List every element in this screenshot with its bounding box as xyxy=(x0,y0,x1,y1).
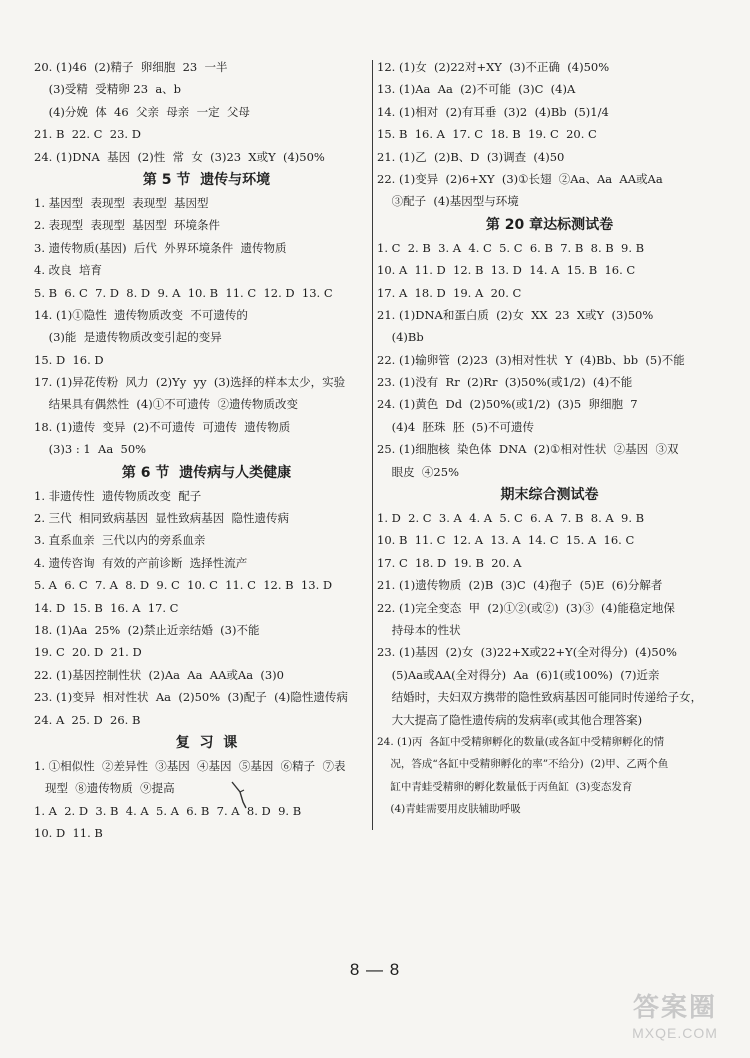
answer-line: 19. C 20. D 21. D xyxy=(34,645,142,660)
answer-line: 17. C 18. D 19. B 20. A xyxy=(377,555,522,570)
answer-line: 23. (1)没有 Rr (2)Rr (3)50%(或1/2) (4)不能 xyxy=(377,375,633,390)
answer-line: 18. (1)Aa 25% (2)禁止近亲结婚 (3)不能 xyxy=(34,622,260,637)
answer-line: 10. B 11. C 12. A 13. A 14. C 15. A 16. C xyxy=(377,533,635,548)
answer-line: (3)能 是遗传物质改变引起的变异 xyxy=(34,330,222,345)
answer-line: 13. (1)Aa Aa (2)不可能 (3)C (4)A xyxy=(377,82,576,97)
answer-line: 18. (1)遗传 变异 (2)不可遗传 可遗传 遗传物质 xyxy=(34,419,291,434)
answer-line: 缸中青蛙受精卵的孵化数量低于丙鱼缸 (3)变态发育 xyxy=(377,780,633,793)
answer-line: 23. (1)基因 (2)女 (3)22+X或22+Y(全对得分) (4)50% xyxy=(377,645,677,660)
answer-line: 4. 遗传咨询 有效的产前诊断 选择性流产 xyxy=(34,555,248,570)
section-heading: 期末综合测试卷 xyxy=(500,487,599,504)
answer-line: 大大提高了隐性遗传病的发病率(或其他合理答案) xyxy=(377,712,643,727)
answer-line: 12. (1)女 (2)22对+XY (3)不正确 (4)50% xyxy=(377,60,610,74)
answer-line: 20. (1)46 (2)精子 卵细胞 23 一半 xyxy=(34,60,228,74)
section-heading: 复 习 课 xyxy=(175,734,238,751)
answer-line: 17. (1)异花传粉 风力 (2)Yy yy (3)选择的样本太少，实验 xyxy=(34,375,346,390)
answer-line: 23. (1)变异 相对性状 Aa (2)50% (3)配子 (4)隐性遗传病 xyxy=(34,690,348,705)
answer-line: 况，答成“各缸中受精卵孵化的率”不给分) (2)甲、乙两个鱼 xyxy=(377,758,669,771)
site-watermark xyxy=(610,990,740,1052)
answer-line: 24. A 25. D 26. B xyxy=(34,712,141,727)
answer-line: 17. A 18. D 19. A 20. C xyxy=(377,285,522,300)
answer-line: 10. D 11. B xyxy=(34,826,103,841)
page-number: 8 — 8 xyxy=(349,960,401,979)
column-divider xyxy=(372,60,373,830)
answer-line: (4)4 胚珠 胚 (5)不可遗传 xyxy=(377,419,534,434)
answer-line: 1. 基因型 表现型 表现型 基因型 xyxy=(34,195,209,210)
answer-line: 1. D 2. C 3. A 4. A 5. C 6. A 7. B 8. A 9. B xyxy=(377,511,645,526)
section-heading: 第 6 节 遗传病与人类健康 xyxy=(121,464,292,481)
answer-line: 24. (1)DNA 基因 (2)性 常 女 (3)23 X或Y (4)50% xyxy=(34,149,325,164)
watermark-url-text: MXQE.COM xyxy=(632,1025,718,1041)
answer-line: 2. 三代 相同致病基因 显性致病基因 隐性遗传病 xyxy=(34,511,290,526)
answer-line: 1. A 2. D 3. B 4. A 5. A 6. B 7. A 8. D 9. B xyxy=(34,803,302,818)
answer-line: (5)Aa或AA(全对得分) Aa (6)1(或100%) (7)近亲 xyxy=(377,667,660,682)
answer-line: 25. (1)细胞核 染色体 DNA (2)①相对性状 ②基因 ③双 xyxy=(377,442,679,457)
answer-line: 21. (1)乙 (2)B、D (3)调查 (4)50 xyxy=(377,149,565,164)
answer-line: 22. (1)变异 (2)6+XY (3)①长翅 ②Aa、Aa AA或Aa xyxy=(377,171,663,186)
answer-line: 持母本的性状 xyxy=(377,622,461,637)
answer-line: 结婚时，夫妇双方携带的隐性致病基因可能同时传递给子女， xyxy=(377,690,703,705)
answer-line: (4)青蛙需要用皮肤辅助呼吸 xyxy=(377,803,521,816)
answer-line: 5. A 6. C 7. A 8. D 9. C 10. C 11. C 12. B 13. D xyxy=(34,578,333,593)
answer-line: 22. (1)基因控制性状 (2)Aa Aa AA或Aa (3)0 xyxy=(34,667,284,682)
answer-line: 2. 表现型 表现型 基因型 环境条件 xyxy=(34,218,221,233)
answer-line: 24. (1)黄色 Dd (2)50%(或1/2) (3)5 卵细胞 7 xyxy=(377,397,638,412)
left-answer-column xyxy=(34,56,379,845)
answer-line: 14. D 15. B 16. A 17. C xyxy=(34,600,179,615)
answer-line: 4. 改良 培育 xyxy=(34,263,102,278)
answer-line: 21. (1)遗传物质 (2)B (3)C (4)孢子 (5)E (6)分解者 xyxy=(377,578,663,593)
watermark-logo-text: 答案圈 xyxy=(632,992,717,1022)
answer-line: 10. A 11. D 12. B 13. D 14. A 15. B 16. C xyxy=(377,263,636,278)
answer-line: 1. ①相似性 ②差异性 ③基因 ④基因 ⑤基因 ⑥精子 ⑦表 xyxy=(34,758,346,773)
answer-line: 15. B 16. A 17. C 18. B 19. C 20. C xyxy=(377,127,597,142)
right-answer-column xyxy=(377,56,722,821)
answer-line: 3. 遗传物质(基因) 后代 外界环境条件 遗传物质 xyxy=(34,240,287,255)
answer-line: 眼皮 ④25% xyxy=(377,464,459,479)
answer-line: 结果具有偶然性 (4)①不可遗传 ②遗传物质改变 xyxy=(34,397,299,412)
answer-line: 14. (1)相对 (2)有耳垂 (3)2 (4)Bb (5)1/4 xyxy=(377,104,609,119)
section-heading: 第 20 章达标测试卷 xyxy=(485,216,614,233)
answer-line: (3)3 : 1 Aa 50% xyxy=(34,442,147,457)
answer-line: 1. 非遗传性 遗传物质改变 配子 xyxy=(34,488,202,503)
answer-line: ③配子 (4)基因型与环境 xyxy=(377,194,519,209)
answer-line: (4)分娩 体 46 父亲 母亲 一定 父母 xyxy=(34,104,250,119)
answer-line: (3)受精 受精卵 23 a、b xyxy=(34,82,182,97)
answer-line: 22. (1)输卵管 (2)23 (3)相对性状 Y (4)Bb、bb (5)不能 xyxy=(377,352,685,367)
answer-line: 1. C 2. B 3. A 4. C 5. C 6. B 7. B 8. B 9. B xyxy=(377,240,645,255)
answer-line: 22. (1)完全变态 甲 (2)①②(或②) (3)③ (4)能稳定地保 xyxy=(377,600,675,615)
answer-line: 21. B 22. C 23. D xyxy=(34,127,141,142)
answer-line: 15. D 16. D xyxy=(34,352,104,367)
answer-line: 现型 ⑧遗传物质 ⑨提高 xyxy=(34,781,175,796)
pencil-mark-icon xyxy=(230,780,250,810)
answer-line: 14. (1)①隐性 遗传物质改变 不可遗传的 xyxy=(34,307,248,322)
answer-line: 24. (1)丙 各缸中受精卵孵化的数量(或各缸中受精卵孵化的情 xyxy=(377,735,665,748)
answer-line: 5. B 6. C 7. D 8. D 9. A 10. B 11. C 12. D 13. C xyxy=(34,285,333,300)
answer-line: 21. (1)DNA和蛋白质 (2)女 XX 23 X或Y (3)50% xyxy=(377,307,654,322)
answer-line: (4)Bb xyxy=(377,330,424,345)
answer-line: 3. 直系血亲 三代以内的旁系血亲 xyxy=(34,533,206,548)
section-heading: 第 5 节 遗传与环境 xyxy=(142,171,271,188)
